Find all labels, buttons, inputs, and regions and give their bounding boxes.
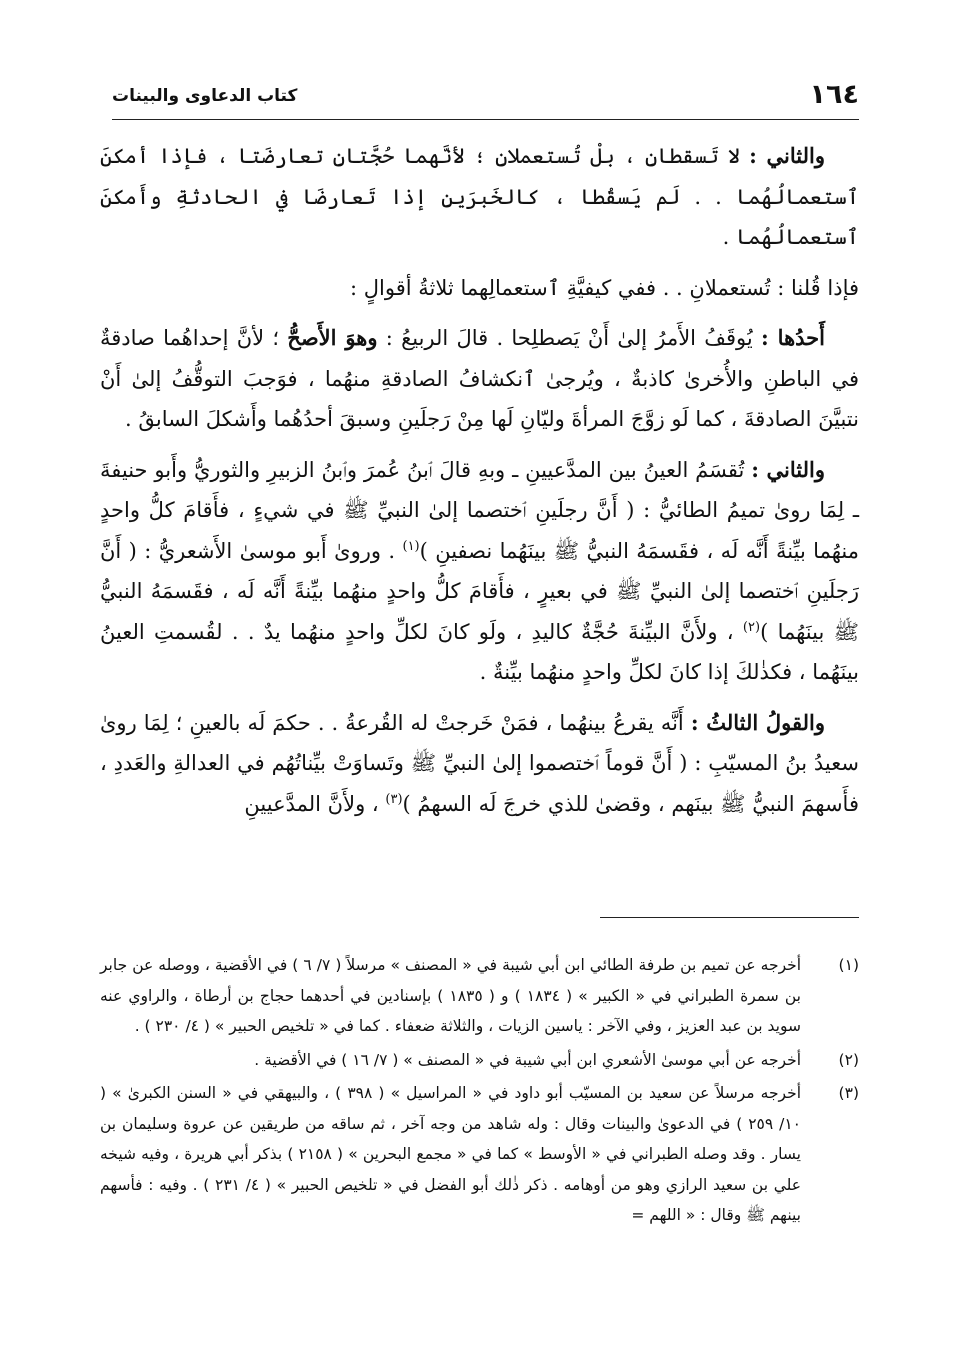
page-number: ١٦٤ [809, 79, 859, 110]
header-rule [112, 119, 859, 120]
page-header [112, 78, 859, 112]
footnote-1 [100, 950, 859, 1042]
footnotes [100, 950, 859, 1234]
footnote-ref-3[interactable]: (٣) [385, 791, 403, 807]
paragraph-second-opinion [100, 136, 859, 258]
paragraph-lead: والثاني : [749, 143, 825, 168]
paragraph-text: أَنَّه يقرعُ بينهُما ، فمَنْ خَرجتْ له القُرعةُ . . حكمَ لَه بالعينِ ؛ لِمَا روىٰ سعيدُ بنُ المسيّبِ : ( أَنَّ قوماً ٱختصموا إلىٰ النبيِّ ﷺ وتَساوَتْ بيِّناتُهُم في العدالةِ والعَددِ ، فأَسهمَ النبيُّ ﷺ بينَهم ، وقضىٰ للذي خرجَ لَه السهمُ ) [100, 710, 859, 816]
paragraph-text: فإذا قُلنا : تُستعملانِ . . ففي كيفيَّةِ ٱستعمالِهما ثلاثةُ أقوالٍ : [350, 275, 859, 300]
paragraph-text: يُوقَفُ الأَمرُ إلىٰ أَنْ يَصطلِحا . قالَ الربيعُ : [385, 326, 753, 350]
paragraph-text-cont: . وروىٰ أَبو موسىٰ الأَشعريُّ : ( أَنَّ رَجلَينِ ٱختصما إلىٰ النبيِّ ﷺ في بعيرٍ ، فأَقامَ كلُّ واحدٍ منهُما بيِّنةً أَنَّه لَه ، فقَسمَهُ النبيُّ ﷺ بينَهُما ) [100, 538, 859, 644]
footnote-text: أخرجه مرسلاً عن سعيد بن المسيّب أبو داود في « المراسيل » ( ٣٩٨ ) ، والبيهقي في « السنن الكبرىٰ » ( ١٠/ ٢٥٩ ) في الدعوىٰ والبينات وقال : وله شاهد من وجه آخر ، ثم ساقه من طريقين عن عروة وسليمان بن يسار . وقد وصله الطبراني في « الأوسط » كما في « مجمع البحرين » ( ٢١٥٨ ) بذكر أبي هريرة ، وفيه شيخه علي بن سعيد الرازي وهو من أوهامه . ذكر ذٰلك أبو الفضل في « تلخيص الحبير » ( ٤/ ٢٣١ ) . وفيه : فأسهم بينهم ﷺ وقال : « اللهم = [100, 1084, 801, 1224]
paragraph-lead: والثاني : [751, 456, 825, 482]
paragraph-third-view [100, 703, 859, 825]
running-title: كتاب الدعاوى والبينات [112, 86, 298, 106]
footnote-number: (٢) [838, 1050, 859, 1069]
paragraph-first-view [100, 318, 859, 440]
footnote-text: أخرجه عن أبي موسىٰ الأشعري ابن أبي شيبة في « المصنف » ( ٧/ ١٦ ) في الأقضية . [254, 1050, 801, 1069]
footnote-number: (٣) [838, 1084, 859, 1102]
paragraph-three-views [100, 268, 859, 309]
paragraph-text-cont: ، ولأَنَّ المدَّعيينِ [244, 791, 379, 816]
footnote-3 [100, 1078, 859, 1231]
footnote-ref-2[interactable]: (٢) [742, 619, 761, 635]
paragraph-text: تُقسَمُ العينُ بين المدَّعيينِ ـ وبهِ قالَ ٱبنُ عُمرَ وٱبنُ الزبيرِ والثوريُّ وأَبو حنيفةَ ـ لِمَا روىٰ تميمُ الطائيُّ : ( أَنَّ رجلَينِ ٱختصما إلىٰ النبيِّ ﷺ في شيءٍ ، فأَقامَ كلُّ واحدٍ منهُما بيِّنةً أَنَّه لَه ، فقَسمَهُ النبيُّ ﷺ بينَهُما نصفينِ ) [100, 457, 859, 563]
paragraph-lead: والقولُ الثالثُ : [690, 709, 825, 735]
paragraph-emphasis: وهوَ الأَصحُّ [287, 325, 378, 350]
footnote-text: أخرجه عن تميم بن طرفة الطائي ابن أبي شيبة في « المصنف » مرسلاً ( ٧/ ٦ ) في الأقضية ، ووصله عن جابر بن سمرة الطبراني في « الكبير » ( ١٨٣٤ ) و ( ١٨٣٥ ) بإسنادين في أحدهما حجاج بن أرطاة ، والراوي عنه سويد بن عبد العزيز ، وفي الآخر : ياسين الزيات ، والثلاثة ضعفاء . كما في « تلخيص الحبير » ( ٤/ ٢٣٠ ) . [100, 956, 802, 1035]
footnote-ref-1[interactable]: (١) [402, 538, 420, 554]
paragraph-text: لا تَسقطانِ ، بلْ تُستعملانِ ؛ لأنَّهما حُجَّتانِ تعارضَتا ، فإذا أمكنَ ٱستعمالُهُما . . لَم يَسقُطا ، كالخَبرَينِ إذا تَعارضَا في الحادثةِ وأَمكنَ ٱستعمالُهُما . [100, 144, 859, 249]
main-text [100, 136, 859, 834]
footnote-2 [100, 1045, 859, 1076]
paragraph-text-cont-2: ، ولأَنَّ البيِّنةَ حُجَّةٌ كاليدِ ، ولَو كانَ لكلِّ واحدٍ منهُما يدٌ . . لقُسمتِ العينُ بينَهُما ، فكذٰلكَ إذا كانَ لكلِّ واحدٍ منهُما بيِّنةٌ . [100, 619, 859, 684]
paragraph-text-cont: ؛ لأنَّ إحداهُما صادقةٌ في الباطنِ والأُخرىٰ كاذبةٌ ، ويُرجىٰ ٱنكشافُ الصادقةِ منهُما ، فوَجبَ التوقُّفُ إلىٰ أَنْ نتبيَّنَ الصادقةَ ، كما لَو زوَّجَ المرأةَ وليّانِ لَها مِنْ رَجلَينِ وسبقَ أحدُهُما وأَشكلَ السابقُ . [100, 326, 859, 431]
footnote-rule [600, 917, 859, 918]
footnote-number: (١) [838, 956, 859, 974]
paragraph-lead: أَحدُها : [761, 325, 825, 350]
paragraph-second-view [100, 450, 859, 693]
